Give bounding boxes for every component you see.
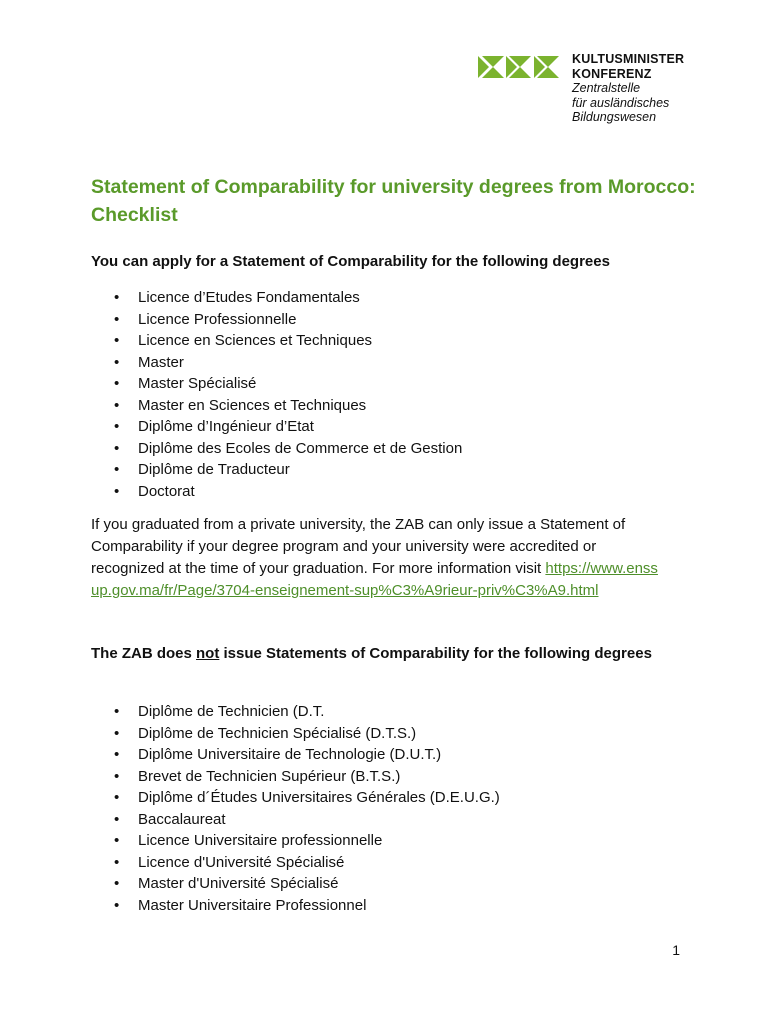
list-item: • Diplôme de Technicien Spécialisé (D.T.S.) (91, 723, 691, 745)
section2-heading (91, 643, 671, 665)
list-item: • Diplôme de Technicien (D.T. (91, 701, 691, 723)
list-item: • Doctorat (91, 481, 691, 503)
logo-line-3: Zentralstelle (572, 81, 641, 95)
list-item: • Diplôme d´Études Universitaires Générales (D.E.U.G.) (91, 787, 691, 809)
list-item: • Licence Professionnelle (91, 309, 691, 331)
list-item: • Diplôme des Ecoles de Commerce et de Gestion (91, 438, 691, 460)
private-university-paragraph (91, 514, 661, 602)
document-title: Statement of Comparability for university degrees from Morocco: Checklist (91, 176, 696, 226)
list-item: • Master (91, 352, 691, 374)
list-item: • Master d'Université Spécialisé (91, 873, 691, 895)
excluded-degrees-list (91, 701, 691, 916)
list-item: • Licence d'Université Spécialisé (91, 852, 691, 874)
section2-heading-emphasis: not (196, 645, 220, 662)
enssup-link[interactable]: https://www.enssup.gov.ma/fr/Page/3704-enseignement-sup%C3%A9rieur-priv%C3%A9.html (91, 560, 658, 599)
list-item: • Baccalaureat (91, 809, 691, 831)
logo-text (572, 52, 722, 125)
list-item: • Diplôme de Traducteur (91, 459, 691, 481)
logo-line-2: KONFERENZ (572, 66, 652, 81)
list-item: • Licence en Sciences et Techniques (91, 330, 691, 352)
list-item: • Master en Sciences et Techniques (91, 395, 691, 417)
eligible-degrees-list (91, 287, 691, 502)
list-item: • Master Universitaire Professionnel (91, 895, 691, 917)
logo-line-4: für ausländisches (572, 95, 670, 110)
section2-heading-start: The ZAB does (91, 645, 197, 662)
logo-line-5: Bildungswesen (572, 110, 657, 124)
list-item: • Licence Universitaire professionnelle (91, 830, 691, 852)
list-item: • Diplôme d’Ingénieur d’Etat (91, 416, 691, 438)
list-item: • Master Spécialisé (91, 373, 691, 395)
section1-heading: You can apply for a Statement of Comparability for the following degrees (91, 253, 610, 270)
list-item: • Brevet de Technicien Supérieur (B.T.S.) (91, 766, 691, 788)
list-item: • Diplôme Universitaire de Technologie (D.U.T.) (91, 744, 691, 766)
kmk-logo-mark (478, 56, 562, 78)
logo-line-1: KULTUSMINISTER (572, 52, 685, 66)
list-item: • Licence d’Etudes Fondamentales (91, 287, 691, 309)
paragraph-text: If you graduated from a private university, the ZAB can only issue a Statement of Comparability if your degree program and your university were accredited or recognized at the time of your graduation. For more information visit (91, 516, 626, 577)
page-number: 1 (672, 942, 680, 958)
section2-heading-end: issue Statements of Comparability for the following degrees (219, 645, 652, 662)
